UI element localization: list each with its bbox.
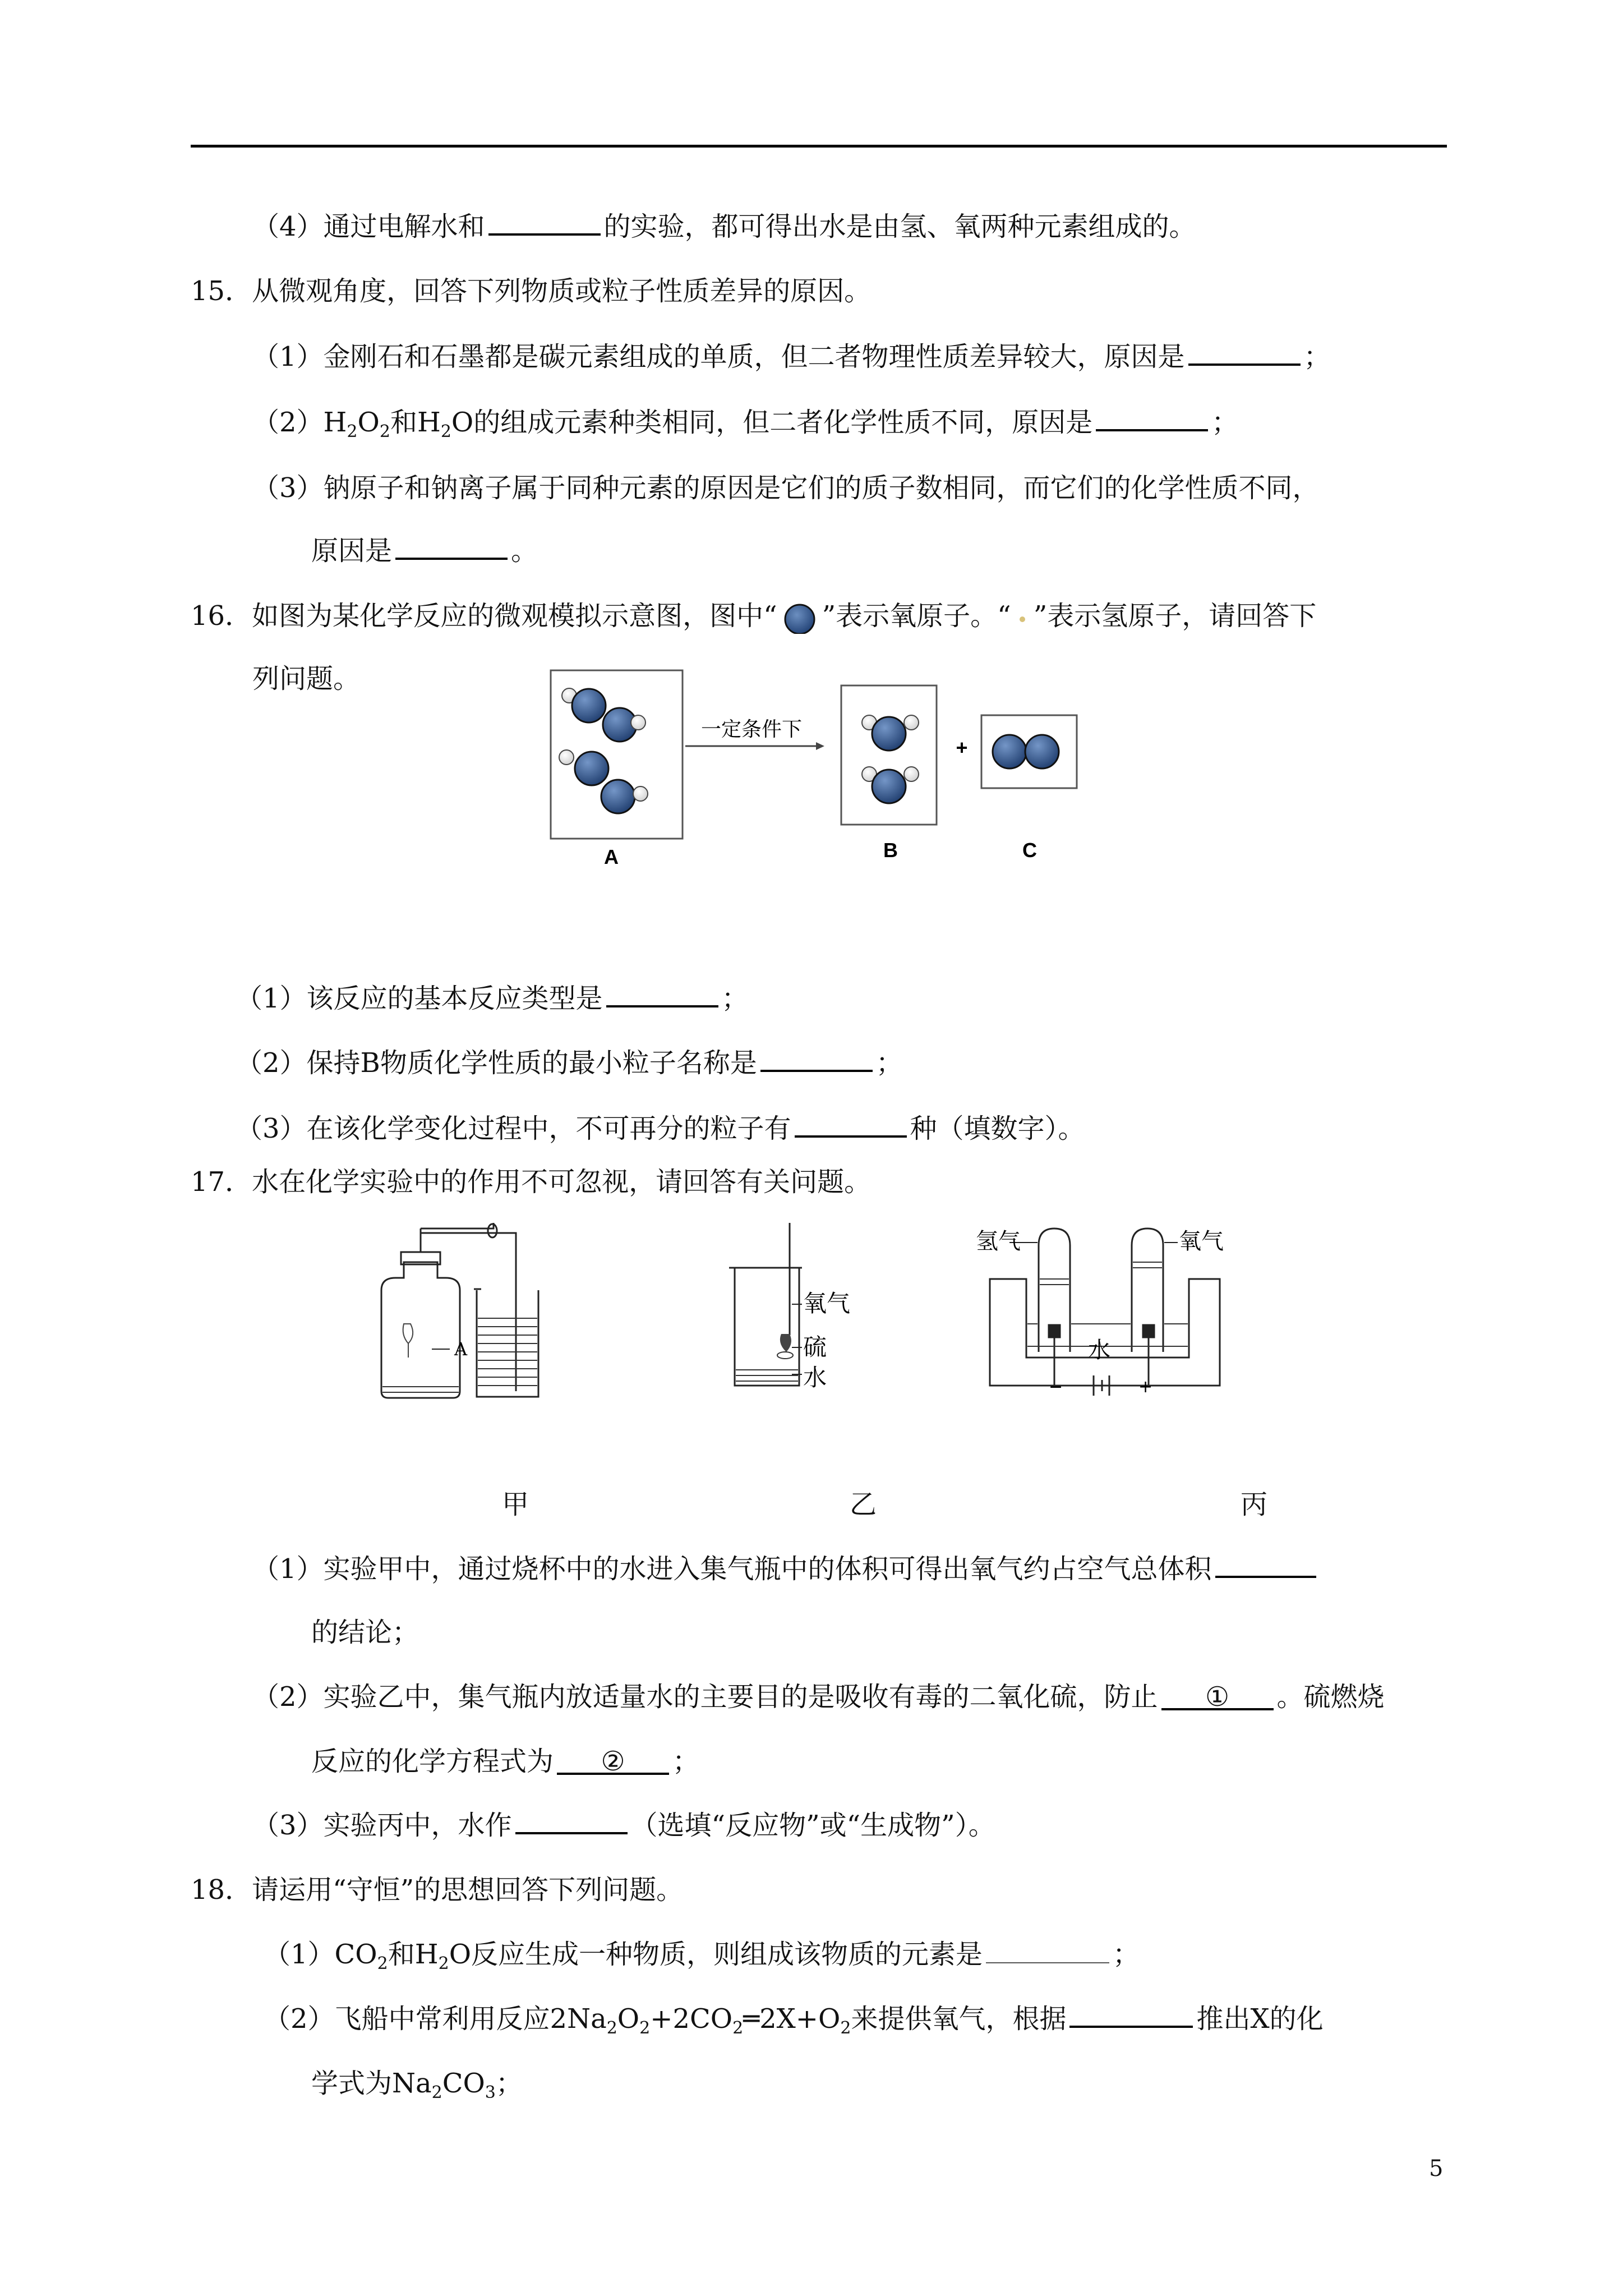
h2o2-molecule — [559, 750, 648, 813]
q16-part1: （1）该反应的基本反应类型是 ； — [236, 983, 749, 1014]
q15-part3a: （3）钠原子和钠离子属于同种元素的原因是它们的质子数相同，而它们的化学性质不同， — [252, 472, 1320, 504]
q17-part3: （3）实验丙中，水作 （选填“反应物”或“生成物”）。 — [252, 1810, 995, 1841]
q16-stem-2: 列问题。 — [252, 663, 361, 694]
plus-sign: + — [956, 736, 968, 759]
caption-jia: 甲 — [502, 1489, 529, 1520]
plus-terminal: + — [1138, 1377, 1153, 1397]
oxygen-label: 氧气 — [1179, 1228, 1224, 1254]
apparatus-yi — [723, 1223, 892, 1408]
q17-stem: 17．水在化学实验中的作用不可忽视，请回答有关问题。 — [191, 1166, 872, 1198]
q15-stem: 15．从微观角度，回答下列物质或粒子性质差异的原因。 — [191, 275, 872, 307]
caption-bing: 丙 — [1241, 1489, 1268, 1520]
header-rule — [191, 145, 1447, 148]
q18-part3: 学式为$Na_2CO_3$； — [311, 2068, 523, 2102]
condition-label: 一定条件下 — [700, 718, 803, 741]
answer-blank-1[interactable]: ① — [1161, 1686, 1274, 1710]
answer-blank[interactable] — [1069, 2003, 1193, 2028]
apparatus-jia — [348, 1223, 583, 1414]
h2o-molecule — [862, 767, 919, 803]
minus-terminal: − — [1049, 1377, 1063, 1397]
answer-blank[interactable] — [395, 535, 508, 560]
water-label: 水 — [803, 1364, 827, 1391]
apparatus-bing — [976, 1217, 1245, 1408]
h2o-molecule — [862, 715, 919, 751]
hydrogen-label: 氢气 — [976, 1228, 1021, 1254]
q15-part2: $(2)H_2O_2$和$H_2O$的组成元素种类相同，但二者化学性质不同，原因是 ； — [252, 407, 1239, 441]
q18-part2: （2）飞船中常利用反应$2Na_2O_2+2CO_2═2X+O_2$来提供氧气，根据 推出X的化 — [264, 2003, 1324, 2038]
reaction-diagram — [544, 662, 1094, 875]
oxygen-label: 氧气 — [803, 1290, 851, 1317]
q17-part1a: （1）实验甲中，通过烧杯中的水进入集气瓶中的体积可得出氧气约占空气总体积 — [252, 1551, 1320, 1587]
h2o2-molecule — [562, 688, 645, 742]
answer-blank[interactable] — [986, 1940, 1109, 1963]
q18-stem: 18．请运用“守恒”的思想回答下列问题。 — [191, 1874, 684, 1906]
q16-part3: （3）在该化学变化过程中，不可再分的粒子有 种（填数字）。 — [236, 1113, 1085, 1144]
answer-blank[interactable] — [515, 1810, 628, 1834]
q17-part1b: 的结论； — [311, 1617, 419, 1648]
answer-blank[interactable] — [1096, 407, 1208, 431]
q16-part2: （2）保持B物质化学性质的最小粒子名称是 ； — [236, 1047, 903, 1079]
label-c: C — [1022, 839, 1037, 862]
label-a: A — [604, 845, 619, 868]
oxygen-atom-icon — [777, 602, 822, 634]
q18-part1: $(1)CO_2$和$H_2O$反应生成一种物质，则组成该物质的元素是 ； — [264, 1939, 1140, 1973]
answer-blank[interactable] — [795, 1113, 907, 1138]
answer-blank-2[interactable]: ② — [557, 1750, 669, 1775]
water-label: 水 — [1088, 1337, 1110, 1363]
answer-blank[interactable] — [1215, 1553, 1316, 1578]
sulfur-label: 硫 — [803, 1333, 827, 1361]
label-b: B — [883, 839, 898, 862]
label-a: A — [454, 1338, 468, 1360]
q17-part2a: （2）实验乙中，集气瓶内放适量水的主要目的是吸收有毒的二氧化硫，防止 ① 。硫燃烧 — [252, 1681, 1385, 1713]
answer-blank[interactable] — [760, 1047, 873, 1072]
q17-part2b: 反应的化学方程式为 ② ； — [311, 1746, 700, 1777]
caption-yi: 乙 — [850, 1489, 877, 1520]
q16-stem: 16．如图为某化学反应的微观模拟示意图，图中“ ”表示氧原子。“ ”表示氢原子，请回答下 — [191, 598, 1316, 634]
page-number: 5 — [1429, 2156, 1444, 2182]
o2-molecule — [993, 735, 1059, 769]
q14-part4: （4）通过电解水和 的实验，都可得出水是由氢、氧两种元素组成的。 — [252, 211, 1196, 242]
answer-blank[interactable] — [1188, 341, 1301, 366]
q15-part1: （1）金刚石和石墨都是碳元素组成的单质，但二者物理性质差异较大，原因是 ； — [252, 341, 1331, 372]
q15-part3b: 原因是 。 — [311, 535, 538, 567]
answer-blank[interactable] — [606, 983, 718, 1007]
answer-blank[interactable] — [488, 211, 601, 236]
hydrogen-atom-icon — [1011, 607, 1034, 629]
